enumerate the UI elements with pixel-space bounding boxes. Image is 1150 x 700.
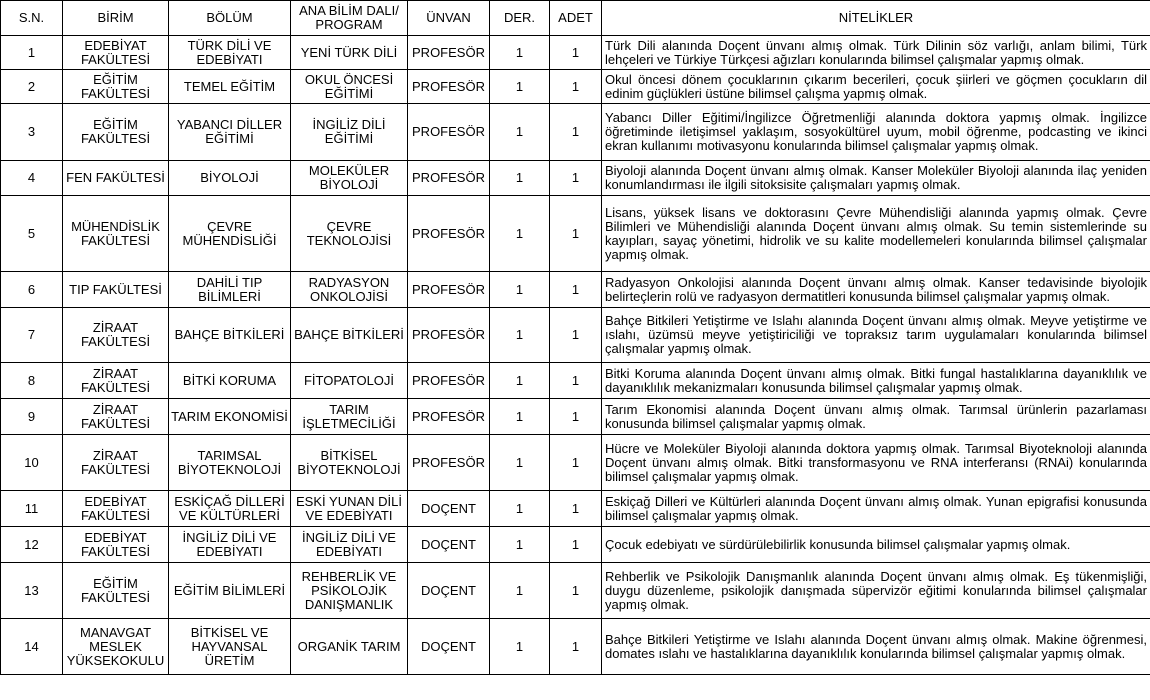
table-row <box>1 527 1150 563</box>
cell-der: 1 <box>490 272 550 308</box>
cell-nitelikler: Bahçe Bitkileri Yetiştirme ve Islahı alanında Doçent ünvanı almış olmak. Meyve yetiştirme ve ıslahı, üzümsü meyve yetiştiriciliği ve topraksız tarım uygulamaları konularında bilimsel çalışmalar yapmış olmak. <box>602 308 1150 363</box>
cell-ana-bilim-dali: ÇEVRE TEKNOLOJİSİ <box>291 196 408 272</box>
cell-birim: TIP FAKÜLTESİ <box>63 272 169 308</box>
cell-unvan: PROFESÖR <box>408 308 490 363</box>
header-ana-bilim-dali: ANA BİLİM DALI/ PROGRAM <box>291 1 408 36</box>
cell-bolum: TARIMSAL BİYOTEKNOLOJİ <box>169 435 291 491</box>
cell-der: 1 <box>490 619 550 675</box>
cell-sn: 7 <box>1 308 63 363</box>
table-row <box>1 619 1150 675</box>
cell-nitelikler: Biyoloji alanında Doçent ünvanı almış olmak. Kanser Moleküler Biyoloji alanında ilaç yeniden konumlandırması ile ilgili sitoksisite çalışmaları yapmış olmak. <box>602 161 1150 196</box>
cell-sn: 5 <box>1 196 63 272</box>
cell-sn: 8 <box>1 363 63 399</box>
cell-nitelikler: Eskiçağ Dilleri ve Kültürleri alanında Doçent ünvanı almış olmak. Yunan epigrafisi konusunda bilimsel çalışmalar yapmış olmak. <box>602 491 1150 527</box>
table-row <box>1 399 1150 435</box>
cell-unvan: PROFESÖR <box>408 435 490 491</box>
cell-der: 1 <box>490 104 550 161</box>
cell-adet: 1 <box>550 399 602 435</box>
cell-adet: 1 <box>550 36 602 70</box>
table-row <box>1 491 1150 527</box>
cell-bolum: ESKİÇAĞ DİLLERİ VE KÜLTÜRLERİ <box>169 491 291 527</box>
cell-bolum: TARIM EKONOMİSİ <box>169 399 291 435</box>
cell-adet: 1 <box>550 104 602 161</box>
header-row <box>1 1 1150 36</box>
header-der: DER. <box>490 1 550 36</box>
cell-birim: MANAVGAT MESLEK YÜKSEKOKULU <box>63 619 169 675</box>
cell-birim: FEN FAKÜLTESİ <box>63 161 169 196</box>
cell-der: 1 <box>490 363 550 399</box>
table-row <box>1 36 1150 70</box>
cell-bolum: BAHÇE BİTKİLERİ <box>169 308 291 363</box>
cell-adet: 1 <box>550 70 602 104</box>
table-row <box>1 563 1150 619</box>
cell-ana-bilim-dali: REHBERLİK VE PSİKOLOJİK DANIŞMANLIK <box>291 563 408 619</box>
cell-nitelikler: Türk Dili alanında Doçent ünvanı almış olmak. Türk Dilinin söz varlığı, anlam bilimi, Türk lehçeleri ve Türkiye Türkçesi ağızları konularında bilimsel çalışmalar yapmış olmak. <box>602 36 1150 70</box>
cell-unvan: PROFESÖR <box>408 363 490 399</box>
cell-der: 1 <box>490 308 550 363</box>
cell-birim: EĞİTİM FAKÜLTESİ <box>63 104 169 161</box>
table-row <box>1 70 1150 104</box>
cell-unvan: DOÇENT <box>408 619 490 675</box>
header-bolum: BÖLÜM <box>169 1 291 36</box>
cell-unvan: PROFESÖR <box>408 272 490 308</box>
cell-ana-bilim-dali: FİTOPATOLOJİ <box>291 363 408 399</box>
cell-adet: 1 <box>550 491 602 527</box>
cell-birim: EDEBİYAT FAKÜLTESİ <box>63 527 169 563</box>
cell-adet: 1 <box>550 619 602 675</box>
cell-nitelikler: Okul öncesi dönem çocuklarının çıkarım becerileri, çocuk şiirleri ve göçmen çocukların dil edinim güçlükleri üstüne bilimsel çalışma yapmış olmak. <box>602 70 1150 104</box>
cell-birim: ZİRAAT FAKÜLTESİ <box>63 363 169 399</box>
cell-adet: 1 <box>550 161 602 196</box>
cell-unvan: PROFESÖR <box>408 161 490 196</box>
cell-sn: 14 <box>1 619 63 675</box>
cell-bolum: İNGİLİZ DİLİ VE EDEBİYATI <box>169 527 291 563</box>
cell-birim: MÜHENDİSLİK FAKÜLTESİ <box>63 196 169 272</box>
cell-birim: EĞİTİM FAKÜLTESİ <box>63 70 169 104</box>
cell-der: 1 <box>490 563 550 619</box>
cell-ana-bilim-dali: ORGANİK TARIM <box>291 619 408 675</box>
cell-nitelikler: Hücre ve Moleküler Biyoloji alanında doktora yapmış olmak. Tarımsal Biyoteknoloji alanında Doçent ünvanı almış olmak. Bitki transformasyonu ve RNA interferansı (RNAi) konularında bilimsel çalışmalar yapmış olmak. <box>602 435 1150 491</box>
cell-sn: 13 <box>1 563 63 619</box>
cell-ana-bilim-dali: RADYASYON ONKOLOJİSİ <box>291 272 408 308</box>
cell-unvan: DOÇENT <box>408 491 490 527</box>
table-row <box>1 196 1150 272</box>
cell-ana-bilim-dali: TARIM İŞLETMECİLİĞİ <box>291 399 408 435</box>
cell-birim: ZİRAAT FAKÜLTESİ <box>63 435 169 491</box>
cell-bolum: TEMEL EĞİTİM <box>169 70 291 104</box>
header-adet: ADET <box>550 1 602 36</box>
cell-sn: 9 <box>1 399 63 435</box>
cell-bolum: BİTKİSEL VE HAYVANSAL ÜRETİM <box>169 619 291 675</box>
cell-bolum: BİTKİ KORUMA <box>169 363 291 399</box>
cell-birim: ZİRAAT FAKÜLTESİ <box>63 399 169 435</box>
header-unvan: ÜNVAN <box>408 1 490 36</box>
cell-ana-bilim-dali: İNGİLİZ DİLİ EĞİTİMİ <box>291 104 408 161</box>
cell-birim: ZİRAAT FAKÜLTESİ <box>63 308 169 363</box>
cell-der: 1 <box>490 435 550 491</box>
cell-adet: 1 <box>550 196 602 272</box>
cell-birim: EĞİTİM FAKÜLTESİ <box>63 563 169 619</box>
header-birim: BİRİM <box>63 1 169 36</box>
cell-unvan: PROFESÖR <box>408 36 490 70</box>
cell-der: 1 <box>490 196 550 272</box>
cell-unvan: DOÇENT <box>408 563 490 619</box>
cell-der: 1 <box>490 161 550 196</box>
table-row <box>1 435 1150 491</box>
cell-sn: 1 <box>1 36 63 70</box>
cell-birim: EDEBİYAT FAKÜLTESİ <box>63 36 169 70</box>
table-row <box>1 363 1150 399</box>
cell-unvan: PROFESÖR <box>408 196 490 272</box>
cell-sn: 11 <box>1 491 63 527</box>
cell-ana-bilim-dali: MOLEKÜLER BİYOLOJİ <box>291 161 408 196</box>
cell-adet: 1 <box>550 272 602 308</box>
cell-ana-bilim-dali: ESKİ YUNAN DİLİ VE EDEBİYATI <box>291 491 408 527</box>
cell-nitelikler: Bahçe Bitkileri Yetiştirme ve Islahı alanında Doçent ünvanı almış olmak. Makine öğrenmesi, domates ıslahı ve hastalıklarına dayanıklılık konularında bilimsel çalışmalar yapmış olmak. <box>602 619 1150 675</box>
cell-ana-bilim-dali: İNGİLİZ DİLİ VE EDEBİYATI <box>291 527 408 563</box>
cell-der: 1 <box>490 491 550 527</box>
cell-sn: 6 <box>1 272 63 308</box>
table-row <box>1 104 1150 161</box>
cell-nitelikler: Lisans, yüksek lisans ve doktorasını Çevre Mühendisliği alanında yapmış olmak. Çevre Bilimleri ve Mühendisliği alanında Doçent ünvanı almış olmak. Su temin sistemlerinde su kayıpları, sayaç yönetimi, hidrolik ve su kalite modellemeleri konularında bilimsel çalışmalar yapmış olmak. <box>602 196 1150 272</box>
header-sn: S.N. <box>1 1 63 36</box>
cell-unvan: PROFESÖR <box>408 104 490 161</box>
cell-nitelikler: Bitki Koruma alanında Doçent ünvanı almış olmak. Bitki fungal hastalıklarına dayanıklılık ve dayanıklılık mekanizmaları konusunda bilimsel çalışmalar yapmış olmak. <box>602 363 1150 399</box>
cell-sn: 12 <box>1 527 63 563</box>
cell-sn: 4 <box>1 161 63 196</box>
cell-unvan: PROFESÖR <box>408 70 490 104</box>
cell-sn: 10 <box>1 435 63 491</box>
cell-adet: 1 <box>550 563 602 619</box>
cell-ana-bilim-dali: YENİ TÜRK DİLİ <box>291 36 408 70</box>
cell-nitelikler: Tarım Ekonomisi alanında Doçent ünvanı almış olmak. Tarımsal ürünlerin pazarlaması konusunda bilimsel çalışmalar yapmış olmak. <box>602 399 1150 435</box>
cell-der: 1 <box>490 70 550 104</box>
table-row <box>1 161 1150 196</box>
cell-nitelikler: Yabancı Diller Eğitimi/İngilizce Öğretmenliği alanında doktora yapmış olmak. İngilizce öğretiminde iletişimsel yaklaşım, sosyokültürel uyum, mobil öğrenme, podcasting ve ikinci ekran kullanımı motivasyonu konularında bilimsel çalışmalar yapmış olmak. <box>602 104 1150 161</box>
cell-bolum: DAHİLİ TIP BİLİMLERİ <box>169 272 291 308</box>
cell-bolum: BİYOLOJİ <box>169 161 291 196</box>
table-row <box>1 272 1150 308</box>
cell-adet: 1 <box>550 308 602 363</box>
cell-ana-bilim-dali: OKUL ÖNCESİ EĞİTİMİ <box>291 70 408 104</box>
cell-unvan: PROFESÖR <box>408 399 490 435</box>
cell-der: 1 <box>490 36 550 70</box>
cell-nitelikler: Çocuk edebiyatı ve sürdürülebilirlik konusunda bilimsel çalışmalar yapmış olmak. <box>602 527 1150 563</box>
cell-unvan: DOÇENT <box>408 527 490 563</box>
cell-bolum: EĞİTİM BİLİMLERİ <box>169 563 291 619</box>
cell-nitelikler: Rehberlik ve Psikolojik Danışmanlık alanında Doçent ünvanı almış olmak. Eş tükenmişliği, duygu düzenleme, psikolojik danışmada süpervizör eğitimi konularında bilimsel çalışmalar yapmış olmak. <box>602 563 1150 619</box>
cell-der: 1 <box>490 527 550 563</box>
cell-ana-bilim-dali: BİTKİSEL BİYOTEKNOLOJİ <box>291 435 408 491</box>
table-row <box>1 308 1150 363</box>
cell-sn: 2 <box>1 70 63 104</box>
cell-bolum: TÜRK DİLİ VE EDEBİYATI <box>169 36 291 70</box>
cell-bolum: ÇEVRE MÜHENDİSLİĞİ <box>169 196 291 272</box>
cell-adet: 1 <box>550 363 602 399</box>
header-nitelikler: NİTELİKLER <box>602 1 1150 36</box>
cell-birim: EDEBİYAT FAKÜLTESİ <box>63 491 169 527</box>
cell-ana-bilim-dali: BAHÇE BİTKİLERİ <box>291 308 408 363</box>
cell-adet: 1 <box>550 435 602 491</box>
cell-nitelikler: Radyasyon Onkolojisi alanında Doçent ünvanı almış olmak. Kanser tedavisinde biyolojik belirteçlerin rolü ve radyasyon dermatitleri konusunda bilimsel çalışmalar yapmış olmak. <box>602 272 1150 308</box>
cell-bolum: YABANCI DİLLER EĞİTİMİ <box>169 104 291 161</box>
cell-der: 1 <box>490 399 550 435</box>
cell-adet: 1 <box>550 527 602 563</box>
cell-sn: 3 <box>1 104 63 161</box>
